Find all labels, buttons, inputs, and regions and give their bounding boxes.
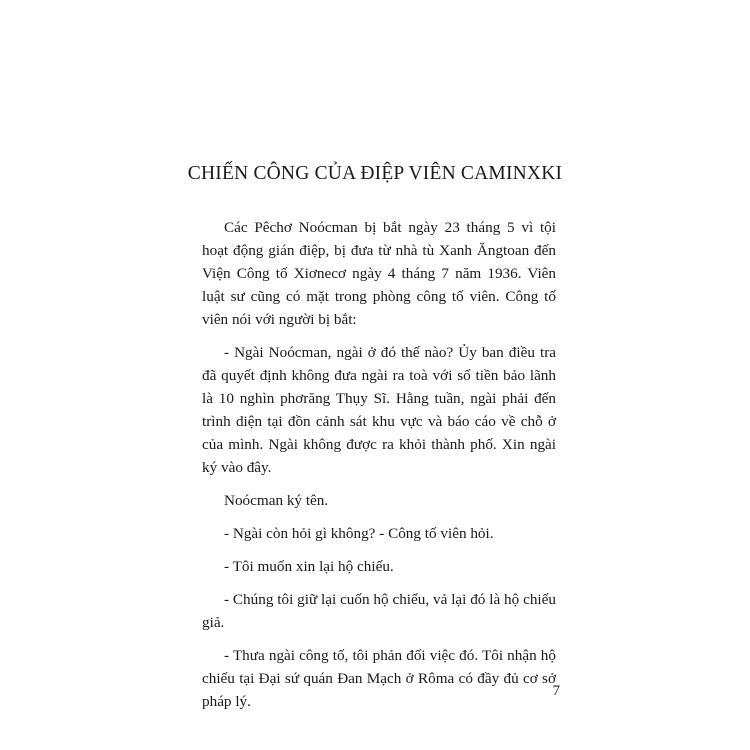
paragraph-5: - Tôi muốn xin lại hộ chiếu.	[224, 558, 394, 575]
page-number: 7	[552, 683, 560, 699]
paragraph-1: Các Pêchơ Noócman bị bắt ngày 23 tháng 5 vì tội hoạt động gián điệp, bị đưa từ nhà tù Xanh Ăngtoan đến Viện Công tố Xiơnecơ ngày 4 tháng 7 năm 1936. Viên luật sư cũng có mặt trong phòng công tố viên. Công tố viên nói với người bị bắt:	[202, 219, 556, 328]
chapter-title: CHIẾN CÔNG CỦA ĐIỆP VIÊN CAMINXKI	[187, 163, 563, 184]
paragraph-4: - Ngài còn hỏi gì không? - Công tố viên hỏi.	[224, 525, 494, 542]
paragraph-7: - Thưa ngài công tố, tôi phản đối việc đó. Tôi nhận hộ chiếu tại Đại sứ quán Đan Mạch ở Rôma có đầy đủ cơ sở pháp lý.	[202, 647, 556, 710]
paragraph-2: - Ngài Noócman, ngài ở đó thế nào? Ủy ban điều tra đã quyết định không đưa ngài ra toà với số tiền bảo lãnh là 10 nghìn phơrăng Thụy Sĩ. Hằng tuần, ngài phải đến trình diện tại đồn cảnh sát khu vực và báo cáo về chỗ ở của mình. Ngài không được ra khỏi thành phố. Xin ngài ký vào đây.	[202, 344, 556, 476]
chapter-body	[202, 216, 556, 723]
paragraph-6: - Chúng tôi giữ lại cuốn hộ chiếu, vả lại đó là hộ chiếu giả.	[202, 591, 556, 631]
paragraph-3: Noócman ký tên.	[224, 492, 329, 509]
